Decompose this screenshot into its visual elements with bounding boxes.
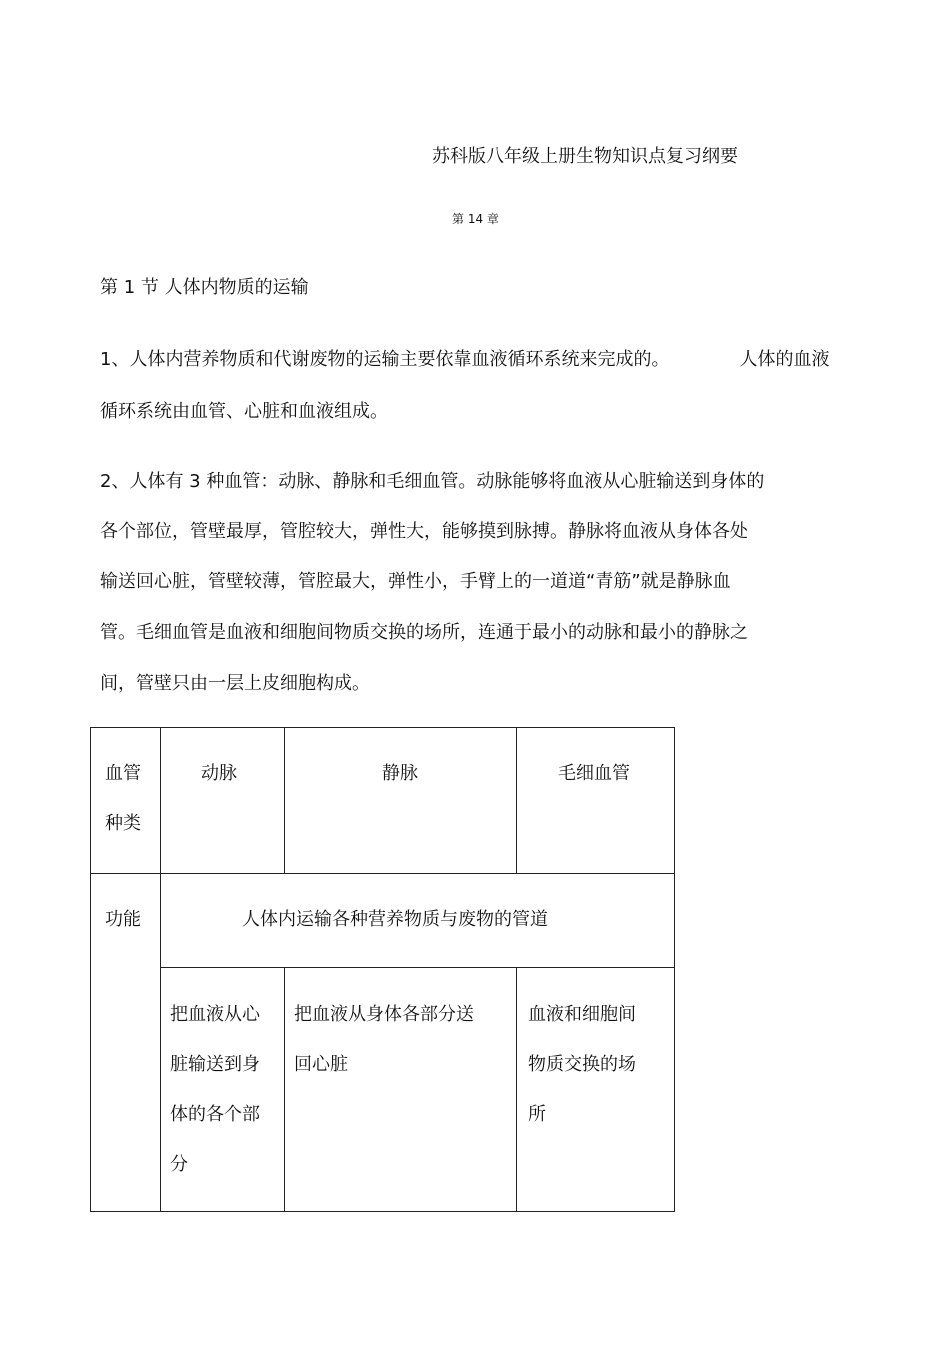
- table-divider-col-1: [160, 727, 161, 1212]
- artery-function-line: 分: [170, 1154, 188, 1175]
- document-title: 苏科版八年级上册生物知识点复习纲要: [432, 146, 738, 167]
- capillary-function-line: 物质交换的场: [528, 1054, 636, 1075]
- capillary-function-line: 所: [528, 1104, 546, 1125]
- paragraph-2-line-3: 输送回心脏，管壁较薄，管腔最大，弹性小，手臂上的一道道“青筋”就是静脉血: [100, 571, 731, 592]
- header-type-line-1: 血管: [105, 763, 141, 784]
- common-function-cell: 人体内运输各种营养物质与废物的管道: [242, 909, 548, 930]
- table-border-top: [90, 727, 675, 728]
- table-divider-col-2-bottom: [284, 967, 285, 1212]
- artery-function-line: 体的各个部: [170, 1104, 260, 1125]
- vein-function-line: 把血液从身体各部分送: [294, 1004, 474, 1025]
- vein-function-line: 回心脏: [294, 1054, 348, 1075]
- table-divider-col-3-bottom: [516, 967, 517, 1212]
- paragraph-1-text-a: 1、人体内营养物质和代谢废物的运输主要依靠血液循环系统来完成的。: [100, 349, 670, 370]
- header-type-line-2: 种类: [105, 813, 141, 834]
- table-divider-row-1: [90, 873, 675, 874]
- table-divider-col-2-top: [284, 727, 285, 873]
- paragraph-1-text-b: 人体的血液: [739, 349, 830, 370]
- table-border-left: [90, 727, 91, 1212]
- artery-function-line: 脏输送到身: [170, 1054, 260, 1075]
- table-divider-col-3-top: [516, 727, 517, 873]
- table-border-bottom: [90, 1211, 675, 1212]
- capillary-function-line: 血液和细胞间: [528, 1004, 636, 1025]
- chapter-label: 第 14 章: [452, 212, 499, 226]
- paragraph-2-line-5: 间，管壁只由一层上皮细胞构成。: [100, 673, 370, 694]
- header-cell-capillary: 毛细血管: [558, 763, 630, 784]
- table-border-right: [674, 727, 675, 1212]
- function-label-cell: 功能: [105, 909, 141, 930]
- paragraph-2-line-2: 各个部位，管壁最厚，管腔较大，弹性大，能够摸到脉搏。静脉将血液从身体各处: [100, 521, 748, 542]
- header-cell-vein: 静脉: [382, 763, 418, 784]
- blood-vessel-table: [90, 727, 675, 1212]
- paragraph-1-line-1: [100, 345, 829, 371]
- table-divider-row-2: [160, 967, 675, 968]
- capillary-function-cell: [528, 990, 636, 1140]
- paragraph-1-line-2: 循环系统由血管、心脏和血液组成。: [100, 401, 388, 422]
- section-heading: 第 1 节 人体内物质的运输: [100, 277, 309, 298]
- artery-function-line: 把血液从心: [170, 1004, 260, 1025]
- artery-function-cell: [170, 990, 260, 1190]
- vein-function-cell: [294, 990, 474, 1090]
- header-cell-artery: 动脉: [201, 763, 237, 784]
- header-cell-type: [105, 749, 141, 849]
- paragraph-2-line-1: 2、人体有 3 种血管：动脉、静脉和毛细血管。动脉能够将血液从心脏输送到身体的: [100, 471, 765, 492]
- paragraph-2-line-4: 管。毛细血管是血液和细胞间物质交换的场所，连通于最小的动脉和最小的静脉之: [100, 622, 748, 643]
